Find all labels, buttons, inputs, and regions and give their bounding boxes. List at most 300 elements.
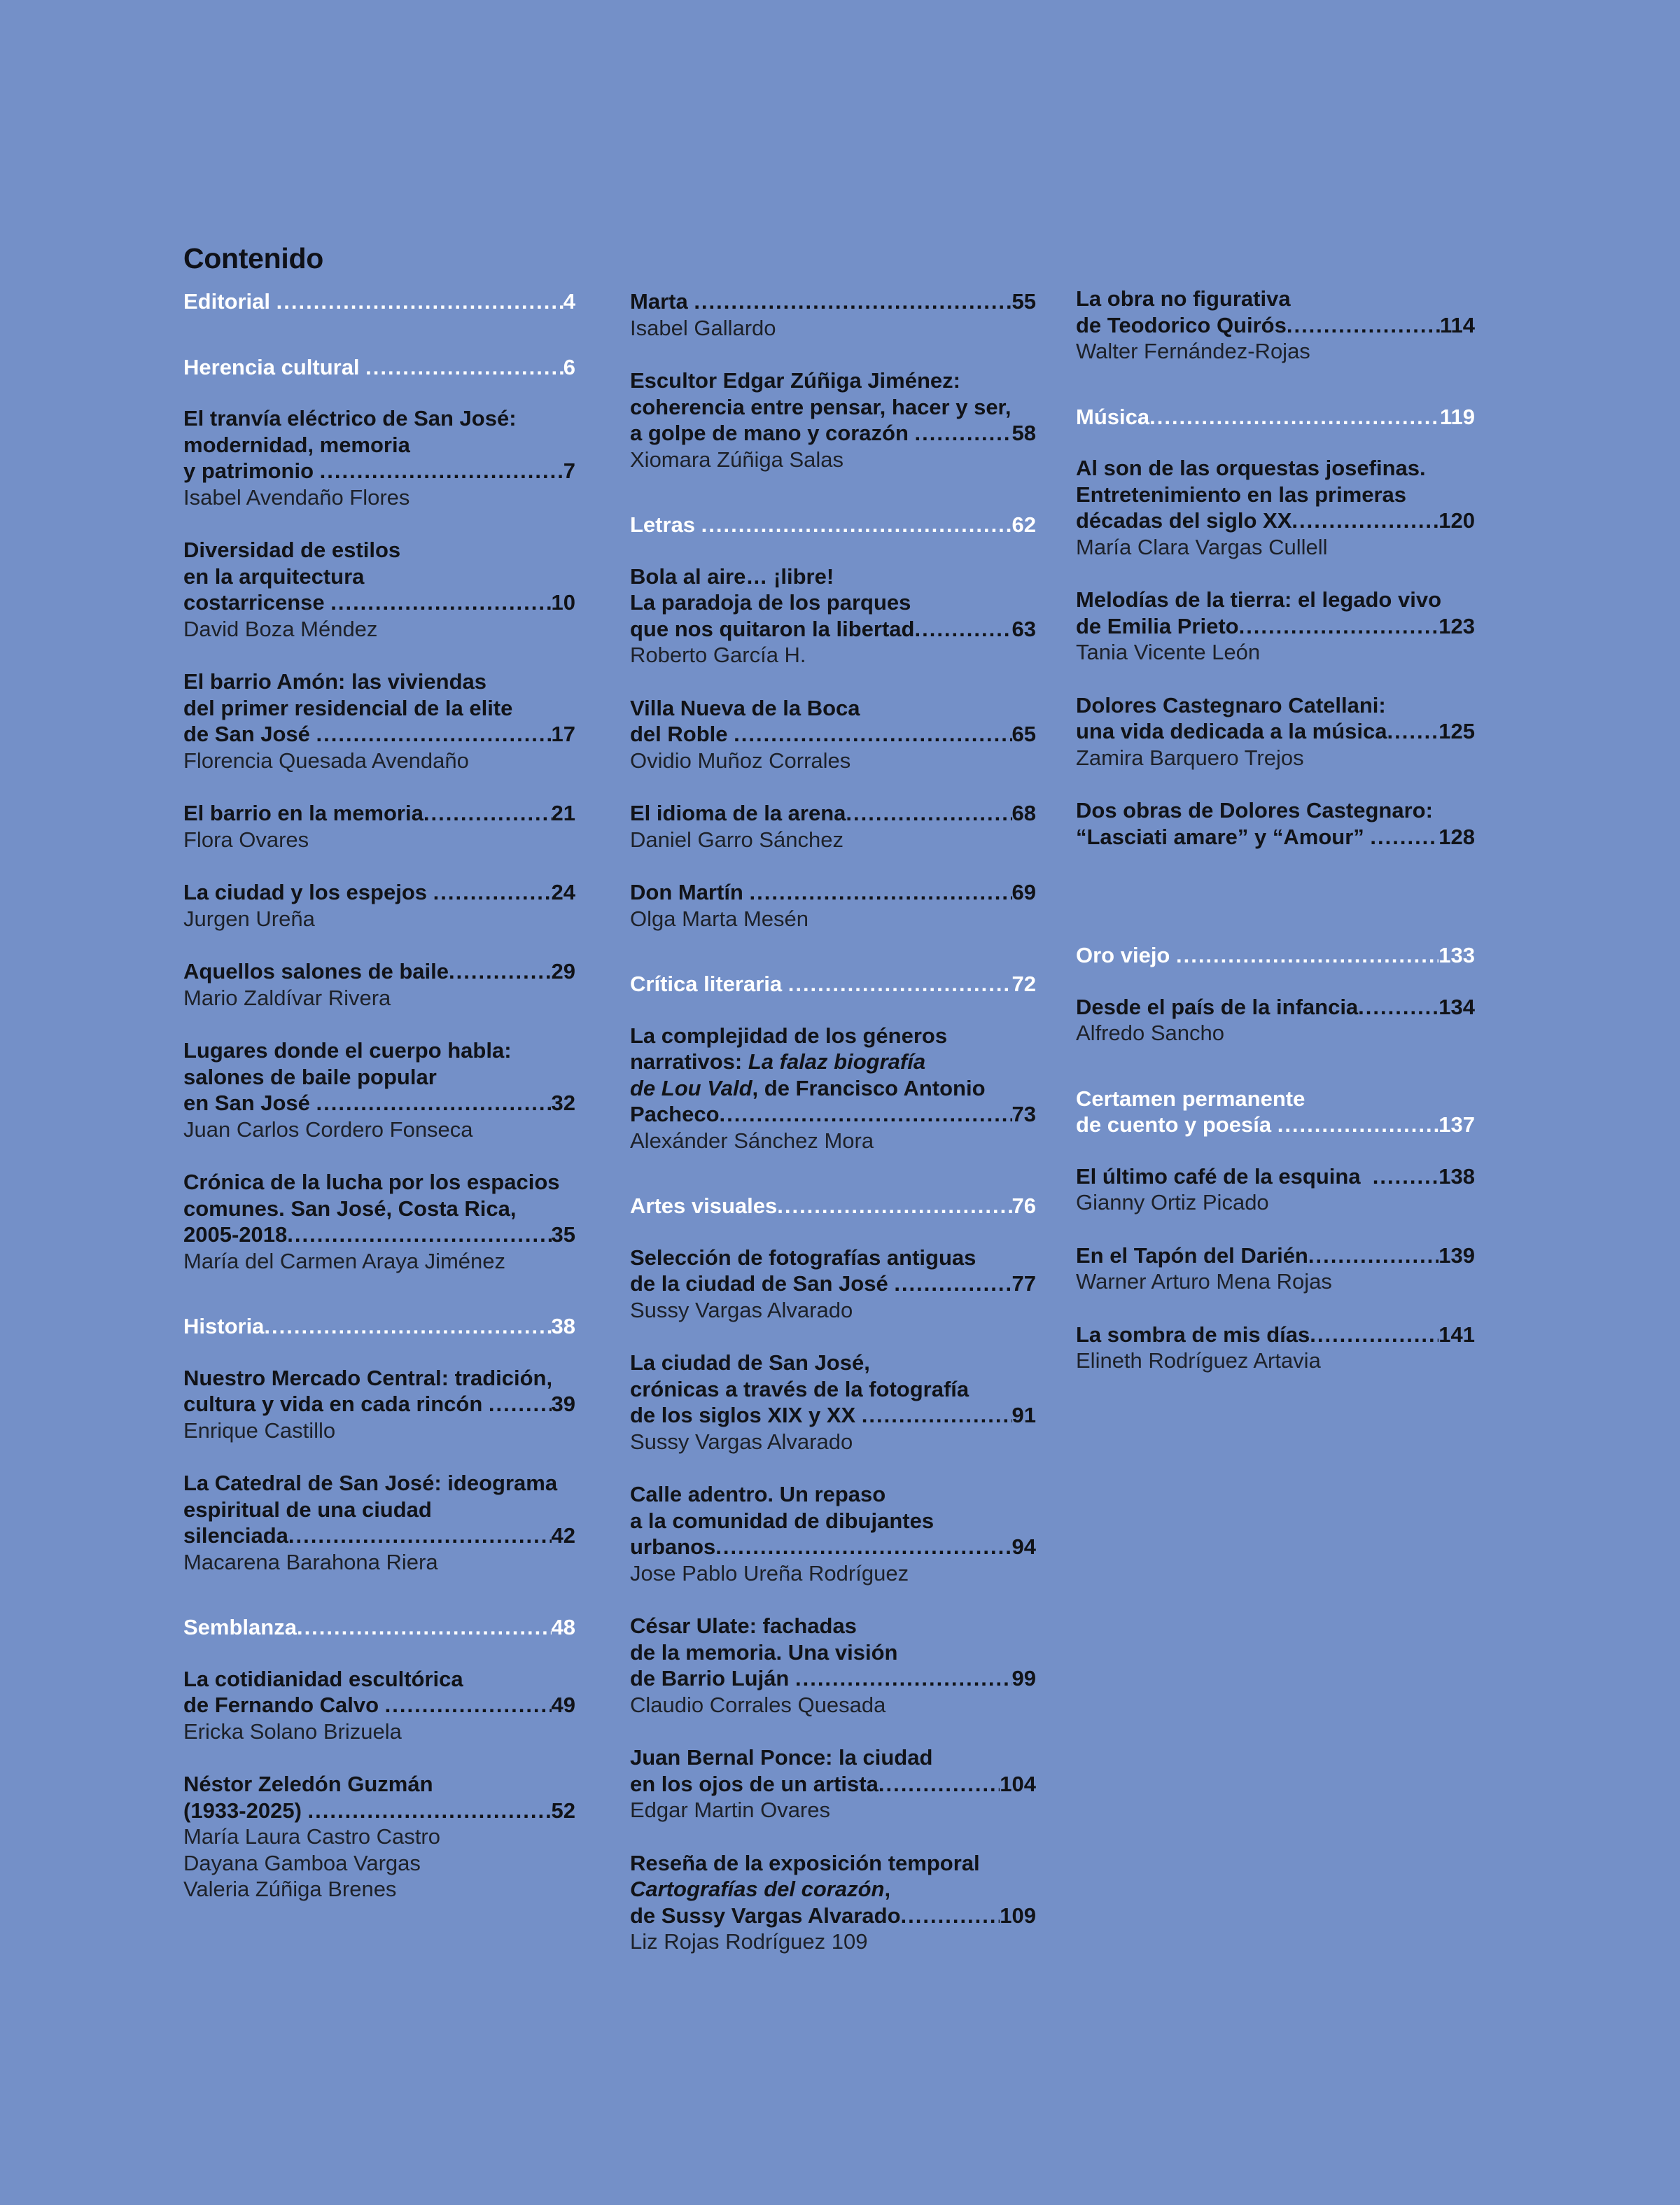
entry-title-line: Lugares donde el cuerpo habla: bbox=[183, 1038, 512, 1063]
dot-leader bbox=[308, 1798, 552, 1824]
entry-title-last-line: a golpe de mano y corazón bbox=[630, 421, 915, 445]
entry-author: Roberto García H. bbox=[630, 643, 806, 667]
toc-entry[interactable] bbox=[183, 800, 575, 853]
entry-title-with-page bbox=[630, 1771, 1036, 1798]
entry-title-last-line: en San José bbox=[183, 1091, 316, 1115]
entry-author: Macarena Barahona Riera bbox=[183, 1549, 438, 1574]
toc-section[interactable] bbox=[1076, 1086, 1475, 1138]
entry-title-last-line: silenciada bbox=[183, 1523, 288, 1548]
entry-author: Elineth Rodríguez Artavia bbox=[1076, 1348, 1321, 1373]
entry-title-last-line: que nos quitaron la libertad bbox=[630, 616, 915, 641]
dot-leader bbox=[297, 1614, 552, 1641]
dot-leader bbox=[846, 800, 1011, 827]
page-number: 77 bbox=[1011, 1271, 1036, 1296]
entry-title-with-page bbox=[630, 1665, 1036, 1692]
title-text: , de Francisco Antonio bbox=[752, 1075, 986, 1100]
entry-title-last-line: En el Tapón del Darién bbox=[1076, 1242, 1308, 1268]
entry-title-with-page bbox=[630, 1903, 1036, 1929]
dot-leader bbox=[1239, 613, 1439, 640]
entry-title-line: del primer residencial de la elite bbox=[183, 695, 513, 720]
entry-author: Ericka Solano Brizuela bbox=[183, 1718, 402, 1744]
dot-leader bbox=[287, 1222, 551, 1248]
entry-title-with-page bbox=[183, 1391, 575, 1418]
toc-section[interactable] bbox=[630, 1193, 1036, 1219]
toc-entry[interactable] bbox=[630, 1850, 1036, 1955]
page-number: 52 bbox=[551, 1798, 575, 1823]
entry-title-with-page bbox=[630, 288, 1036, 315]
page-number: 133 bbox=[1438, 943, 1475, 967]
entry-title-with-page bbox=[183, 879, 575, 906]
page-number: 6 bbox=[563, 354, 575, 379]
entry-title-last-line: de la ciudad de San José bbox=[630, 1271, 895, 1296]
entry-title-with-page bbox=[183, 458, 575, 484]
italic-work-title: de Lou Vald bbox=[630, 1075, 752, 1100]
dot-leader bbox=[433, 879, 552, 906]
title-text: Reseña de la exposición temporal bbox=[630, 1850, 980, 1875]
page-number: 62 bbox=[1011, 512, 1036, 537]
page-number: 69 bbox=[1011, 880, 1036, 904]
entry-author: Claudio Corrales Quesada bbox=[630, 1692, 886, 1717]
entry-author: Tania Vicente León bbox=[1076, 640, 1261, 664]
toc-entry[interactable] bbox=[630, 879, 1036, 932]
entry-title-line: espiritual de una ciudad bbox=[183, 1497, 432, 1522]
page-number: 76 bbox=[1011, 1194, 1036, 1218]
toc-section[interactable] bbox=[1076, 404, 1475, 430]
toc-entry[interactable] bbox=[183, 668, 575, 774]
entry-title-line: crónicas a través de la fotografía bbox=[630, 1376, 969, 1401]
page-number: 55 bbox=[1011, 289, 1036, 314]
entry-title-with-page bbox=[630, 420, 1036, 447]
entry-title-line: Selección de fotografías antiguas bbox=[630, 1245, 976, 1270]
dot-leader bbox=[1278, 1112, 1439, 1138]
entry-author: Jurgen Ureña bbox=[183, 906, 315, 931]
entry-title-with-page bbox=[183, 800, 575, 827]
toc-entry[interactable] bbox=[1076, 455, 1475, 560]
entry-title-with-page bbox=[1076, 1322, 1475, 1348]
entry-title-with-page bbox=[630, 971, 1036, 997]
entry-author: David Boza Méndez bbox=[183, 616, 378, 641]
dot-leader bbox=[862, 1402, 1012, 1429]
entry-title-last-line: y patrimonio bbox=[183, 458, 320, 483]
toc-entry[interactable] bbox=[1076, 1322, 1475, 1374]
toc-entry[interactable] bbox=[1076, 692, 1475, 771]
dot-leader bbox=[1358, 994, 1438, 1021]
dot-leader bbox=[316, 721, 552, 748]
entry-title-with-page bbox=[630, 1534, 1036, 1560]
entry-title-with-page bbox=[1076, 312, 1475, 339]
entry-title-line: Diversidad de estilos bbox=[183, 538, 401, 562]
dot-leader bbox=[788, 971, 1012, 997]
page-number: 141 bbox=[1438, 1322, 1475, 1347]
entry-title-with-page bbox=[1076, 404, 1475, 430]
entry-title-line: a la comunidad de dibujantes bbox=[630, 1508, 934, 1533]
entry-title-line: Calle adentro. Un repaso bbox=[630, 1482, 886, 1506]
entry-title-last-line: El último café de la esquina bbox=[1076, 1163, 1373, 1189]
entry-author: Isabel Avendaño Flores bbox=[183, 484, 410, 510]
entry-title-with-page bbox=[183, 1090, 575, 1116]
entry-title-last-line: El barrio en la memoria bbox=[183, 801, 424, 825]
entry-author: Xiomara Zúñiga Salas bbox=[630, 447, 844, 472]
page-number: 65 bbox=[1011, 722, 1036, 746]
entry-title-with-page bbox=[630, 721, 1036, 748]
page-number: 128 bbox=[1438, 824, 1475, 849]
entry-title-last-line: Desde el país de la infancia bbox=[1076, 994, 1359, 1019]
toc-entry[interactable] bbox=[630, 1613, 1036, 1718]
toc-entry[interactable] bbox=[183, 1666, 575, 1745]
entry-author: Warner Arturo Mena Rojas bbox=[1076, 1269, 1332, 1294]
page-number: 139 bbox=[1438, 1242, 1475, 1268]
entry-title-last-line: (1933-2025) bbox=[183, 1798, 308, 1823]
page-number: 138 bbox=[1438, 1163, 1475, 1189]
entry-title-last-line: una vida dedicada a la música bbox=[1076, 719, 1387, 743]
entry-author: Jose Pablo Ureña Rodríguez bbox=[630, 1560, 909, 1586]
dot-leader bbox=[385, 1692, 552, 1718]
entry-title-last-line: décadas del siglo XX bbox=[1076, 508, 1292, 533]
entry-title-last-line: Oro viejo bbox=[1076, 943, 1176, 967]
toc-entry[interactable] bbox=[1076, 994, 1475, 1046]
entry-title-with-page bbox=[183, 288, 575, 315]
toc-entry[interactable] bbox=[1076, 286, 1475, 365]
dot-leader bbox=[1308, 1242, 1438, 1269]
toc-entry[interactable] bbox=[1076, 797, 1475, 850]
entry-author: Flora Ovares bbox=[183, 827, 309, 852]
entry-title-with-page bbox=[630, 1270, 1036, 1297]
entry-title-with-page bbox=[183, 354, 575, 381]
entry-author: María Laura Castro Castro bbox=[183, 1824, 440, 1849]
entry-author: Isabel Gallardo bbox=[630, 315, 776, 340]
entry-author: Walter Fernández-Rojas bbox=[1076, 339, 1310, 363]
entry-author: Ovidio Muñoz Corrales bbox=[630, 748, 851, 773]
entry-title-last-line: cultura y vida en cada rincón bbox=[183, 1392, 489, 1416]
entry-title-with-page bbox=[1076, 1242, 1475, 1269]
page-number: 24 bbox=[551, 880, 575, 904]
page-number: 134 bbox=[1438, 994, 1475, 1019]
toc-entry[interactable] bbox=[630, 1245, 1036, 1324]
toc-entry[interactable] bbox=[1076, 1242, 1475, 1295]
entry-title-with-page bbox=[1076, 1112, 1475, 1138]
entry-title-last-line: urbanos bbox=[630, 1534, 716, 1559]
toc-entry[interactable] bbox=[630, 800, 1036, 853]
page-number: 123 bbox=[1438, 613, 1475, 638]
entry-author: Sussy Vargas Alvarado bbox=[630, 1429, 853, 1454]
entry-author: Gianny Ortiz Picado bbox=[1076, 1190, 1269, 1214]
toc-entry[interactable] bbox=[630, 564, 1036, 668]
entry-title-last-line: La sombra de mis días bbox=[1076, 1322, 1310, 1347]
toc-entry[interactable] bbox=[183, 537, 575, 642]
toc-entry[interactable] bbox=[183, 879, 575, 932]
entry-author: María Clara Vargas Cullell bbox=[1076, 534, 1328, 559]
entry-title-last-line: Artes visuales bbox=[630, 1194, 778, 1218]
entry-title-line: modernidad, memoria bbox=[183, 432, 410, 457]
entry-title-with-page bbox=[630, 800, 1036, 827]
italic-work-title: La falaz biografía bbox=[748, 1049, 926, 1074]
dot-leader bbox=[316, 1090, 552, 1116]
entry-title-line: César Ulate: fachadas bbox=[630, 1614, 857, 1638]
toc-entry[interactable] bbox=[183, 1037, 575, 1142]
entry-title-with-page bbox=[1076, 942, 1475, 969]
page-number: 119 bbox=[1439, 404, 1475, 429]
toc-entry[interactable] bbox=[630, 1481, 1036, 1586]
entry-title-with-page bbox=[1076, 718, 1475, 745]
dot-leader bbox=[795, 1665, 1012, 1692]
toc-entry[interactable] bbox=[183, 1771, 575, 1903]
dot-leader bbox=[894, 1270, 1011, 1297]
entry-title-line: Nuestro Mercado Central: tradición, bbox=[183, 1365, 553, 1390]
entry-title-line: Al son de las orquestas josefinas. bbox=[1076, 456, 1426, 480]
entry-title-line: Juan Bernal Ponce: la ciudad bbox=[630, 1745, 933, 1770]
entry-title-last-line: La ciudad y los espejos bbox=[183, 880, 433, 904]
entry-title-last-line: de Teodorico Quirós bbox=[1076, 312, 1287, 337]
entry-title-last-line: costarricense bbox=[183, 590, 331, 615]
dot-leader bbox=[914, 616, 1011, 643]
entry-title-with-page bbox=[183, 1222, 575, 1248]
entry-title-last-line: de San José bbox=[183, 722, 316, 746]
page-number: 91 bbox=[1011, 1403, 1036, 1427]
dot-leader bbox=[1387, 718, 1439, 745]
entry-title-with-page bbox=[183, 1313, 575, 1340]
entry-title-with-page bbox=[630, 879, 1036, 906]
toc-entry[interactable] bbox=[183, 1470, 575, 1575]
toc-section[interactable] bbox=[183, 288, 575, 315]
entry-title-line: de la memoria. Una visión bbox=[630, 1639, 898, 1665]
entry-title-line: Néstor Zeledón Guzmán bbox=[183, 1772, 433, 1796]
entry-title-with-page bbox=[183, 1692, 575, 1718]
entry-title-with-page bbox=[630, 1101, 1036, 1128]
entry-title-last-line: Semblanza bbox=[183, 1615, 297, 1639]
page-number: 35 bbox=[551, 1222, 575, 1247]
entry-author: Edgar Martin Ovares bbox=[630, 1798, 830, 1822]
entry-title-line: Dolores Castegnaro Catellani: bbox=[1076, 692, 1386, 718]
dot-leader bbox=[701, 512, 1012, 538]
entry-title-line: La ciudad de San José, bbox=[630, 1350, 870, 1375]
page-number: 39 bbox=[551, 1392, 575, 1416]
dot-leader bbox=[1287, 312, 1440, 339]
page-number: 4 bbox=[563, 289, 575, 314]
entry-title-with-page bbox=[1076, 613, 1475, 640]
entry-title-line: El barrio Amón: las viviendas bbox=[183, 669, 486, 694]
dot-leader bbox=[777, 1193, 1011, 1219]
entry-title-with-page bbox=[183, 589, 575, 616]
entry-title-line bbox=[630, 1023, 1036, 1049]
entry-title-with-page bbox=[1076, 1163, 1475, 1190]
dot-leader bbox=[1176, 942, 1438, 969]
dot-leader bbox=[750, 879, 1012, 906]
dot-leader bbox=[276, 288, 564, 315]
entry-title-last-line: Aquellos salones de baile bbox=[183, 959, 449, 983]
entry-title-line: salones de baile popular bbox=[183, 1064, 437, 1089]
title-text: , bbox=[884, 1877, 891, 1901]
entry-title-with-page bbox=[1076, 824, 1475, 850]
entry-title-with-page bbox=[630, 512, 1036, 538]
page-number: 29 bbox=[551, 959, 575, 983]
entry-title-last-line: de Fernando Calvo bbox=[183, 1693, 385, 1717]
entry-title-line: comunes. San José, Costa Rica, bbox=[183, 1196, 517, 1221]
entry-title-last-line: 2005-2018 bbox=[183, 1222, 288, 1247]
entry-title-line: Escultor Edgar Zúñiga Jiménez: bbox=[630, 368, 960, 393]
entry-author: María del Carmen Araya Jiménez bbox=[183, 1248, 506, 1273]
entry-title-last-line: Música bbox=[1076, 404, 1150, 429]
entry-title-line: Crónica de la lucha por los espacios bbox=[183, 1170, 560, 1194]
toc-entry[interactable] bbox=[630, 288, 1036, 341]
dot-leader bbox=[365, 354, 564, 381]
page-number: 137 bbox=[1438, 1112, 1475, 1137]
entry-author: Sussy Vargas Alvarado bbox=[630, 1297, 853, 1322]
page-number: 94 bbox=[1011, 1534, 1036, 1559]
toc-section[interactable] bbox=[630, 971, 1036, 997]
dot-leader bbox=[715, 1534, 1011, 1560]
title-text: La complejidad de los géneros bbox=[630, 1023, 948, 1048]
dot-leader bbox=[1373, 1163, 1438, 1190]
page-number: 63 bbox=[1011, 616, 1036, 641]
toc-entry[interactable] bbox=[183, 1365, 575, 1444]
entry-title-line: La paradoja de los parques bbox=[630, 590, 911, 615]
page-number: 104 bbox=[1000, 1771, 1036, 1796]
page-number: 48 bbox=[551, 1615, 575, 1639]
dot-leader bbox=[320, 458, 564, 484]
dot-leader bbox=[330, 589, 551, 616]
entry-author: Alexánder Sánchez Mora bbox=[630, 1128, 874, 1153]
entry-title-line: La obra no figurativa bbox=[1076, 286, 1291, 311]
entry-author: Daniel Garro Sánchez bbox=[630, 827, 844, 852]
entry-title-line: Melodías de la tierra: el legado vivo bbox=[1076, 587, 1442, 612]
page-number: 109 bbox=[1000, 1903, 1036, 1928]
italic-work-title: Cartografías del corazón bbox=[630, 1877, 885, 1901]
entry-title-line bbox=[630, 1075, 1036, 1102]
entry-author: Valeria Zúñiga Brenes bbox=[183, 1877, 397, 1901]
page-number: 99 bbox=[1011, 1666, 1036, 1690]
toc-section[interactable] bbox=[183, 354, 575, 381]
dot-leader bbox=[1370, 824, 1438, 850]
page-number: 21 bbox=[551, 801, 575, 825]
page-title: Contenido bbox=[183, 242, 323, 274]
entry-title-last-line: Don Martín bbox=[630, 880, 750, 904]
entry-title-with-page bbox=[1076, 994, 1475, 1021]
toc-entry[interactable] bbox=[630, 1744, 1036, 1823]
entry-title-last-line: “Lasciati amare” y “Amour” bbox=[1076, 824, 1371, 849]
page-number: 49 bbox=[551, 1693, 575, 1717]
toc-entry[interactable] bbox=[1076, 1163, 1475, 1216]
page-number: 7 bbox=[563, 458, 575, 483]
entry-title-with-page bbox=[183, 1522, 575, 1549]
dot-leader bbox=[901, 1903, 1000, 1929]
entry-title-with-page bbox=[630, 1193, 1036, 1219]
entry-title-with-page bbox=[1076, 507, 1475, 534]
entry-title-line: Villa Nueva de la Boca bbox=[630, 695, 860, 720]
entry-title-last-line: Editorial bbox=[183, 289, 276, 314]
dot-leader bbox=[734, 721, 1011, 748]
toc-column-1 bbox=[183, 288, 575, 1903]
toc-entry[interactable] bbox=[630, 695, 1036, 774]
entry-title-last-line: de cuento y poesía bbox=[1076, 1112, 1278, 1137]
entry-title-line bbox=[630, 1049, 1036, 1075]
toc-section[interactable] bbox=[1076, 942, 1475, 969]
entry-author: Mario Zaldívar Rivera bbox=[183, 985, 391, 1010]
toc-entry[interactable] bbox=[630, 1350, 1036, 1455]
toc-entry[interactable] bbox=[1076, 587, 1475, 666]
toc-entry[interactable] bbox=[630, 368, 1036, 472]
toc-column-3 bbox=[1076, 288, 1475, 1374]
entry-title-with-page bbox=[183, 721, 575, 748]
entry-title-with-page bbox=[630, 616, 1036, 643]
page-number: 10 bbox=[551, 590, 575, 615]
toc-column-2 bbox=[630, 288, 1036, 1955]
entry-title-last-line: Historia bbox=[183, 1314, 265, 1338]
entry-title-line: Entretenimiento en las primeras bbox=[1076, 482, 1407, 507]
page-number: 73 bbox=[1011, 1102, 1036, 1126]
entry-title-last-line: El idioma de la arena bbox=[630, 801, 846, 825]
dot-leader bbox=[878, 1771, 1000, 1798]
entry-title-with-page bbox=[630, 1402, 1036, 1429]
entry-title-last-line: de Sussy Vargas Alvarado bbox=[630, 1903, 901, 1928]
entry-title-line: Certamen permanente bbox=[1076, 1086, 1306, 1111]
dot-leader bbox=[449, 958, 552, 985]
entry-author: Zamira Barquero Trejos bbox=[1076, 745, 1304, 770]
entry-title-last-line: de Barrio Luján bbox=[630, 1666, 795, 1690]
page-number: 42 bbox=[551, 1523, 575, 1548]
page-number: 38 bbox=[551, 1314, 575, 1338]
entry-title-line: El tranvía eléctrico de San José: bbox=[183, 406, 517, 430]
entry-title-line: Bola al aire… ¡libre! bbox=[630, 564, 834, 589]
dot-leader bbox=[424, 800, 552, 827]
dot-leader bbox=[694, 288, 1011, 315]
page-number: 114 bbox=[1439, 312, 1475, 337]
entry-author: Olga Marta Mesén bbox=[630, 906, 808, 931]
entry-author: Alfredo Sancho bbox=[1076, 1021, 1224, 1045]
dot-leader bbox=[1292, 507, 1438, 534]
entry-author: Liz Rojas Rodríguez 109 bbox=[630, 1929, 868, 1954]
page-number: 125 bbox=[1438, 719, 1475, 743]
dot-leader bbox=[1310, 1322, 1438, 1348]
toc-section[interactable] bbox=[183, 1614, 575, 1641]
entry-title-line bbox=[630, 1850, 1036, 1877]
dot-leader bbox=[1149, 404, 1440, 430]
entry-title-last-line: de Emilia Prieto bbox=[1076, 613, 1239, 638]
dot-leader bbox=[489, 1391, 552, 1418]
dot-leader bbox=[915, 420, 1012, 447]
entry-title-last-line: del Roble bbox=[630, 722, 734, 746]
toc-section[interactable] bbox=[630, 512, 1036, 538]
entry-title-with-page bbox=[183, 958, 575, 985]
entry-title-last-line: Marta bbox=[630, 289, 694, 314]
dot-leader bbox=[264, 1313, 551, 1340]
entry-title-line: Dos obras de Dolores Castegnaro: bbox=[1076, 798, 1433, 822]
entry-title-line: coherencia entre pensar, hacer y ser, bbox=[630, 394, 1011, 419]
entry-title-last-line: Crítica literaria bbox=[630, 972, 788, 996]
page-number: 17 bbox=[551, 722, 575, 746]
title-text: narrativos: bbox=[630, 1049, 748, 1074]
toc-entry[interactable] bbox=[183, 1169, 575, 1274]
page-number: 68 bbox=[1011, 801, 1036, 825]
toc-entry[interactable] bbox=[630, 1023, 1036, 1154]
page-number: 72 bbox=[1011, 972, 1036, 996]
page-number: 120 bbox=[1438, 508, 1475, 533]
dot-leader bbox=[720, 1101, 1012, 1128]
toc-section[interactable] bbox=[183, 1313, 575, 1340]
entry-title-line: La cotidianidad escultórica bbox=[183, 1666, 463, 1691]
dot-leader bbox=[288, 1522, 552, 1549]
entry-author: Enrique Castillo bbox=[183, 1418, 336, 1443]
entry-title-line: La Catedral de San José: ideograma bbox=[183, 1471, 558, 1495]
entry-title-last-line: Pacheco bbox=[630, 1102, 720, 1126]
entry-title-last-line: en los ojos de un artista bbox=[630, 1771, 878, 1796]
toc-entry[interactable] bbox=[183, 958, 575, 1011]
entry-title-with-page bbox=[183, 1798, 575, 1824]
page-number: 32 bbox=[551, 1091, 575, 1115]
toc-entry[interactable] bbox=[183, 405, 575, 510]
entry-author: Juan Carlos Cordero Fonseca bbox=[183, 1116, 473, 1142]
entry-title-last-line: de los siglos XIX y XX bbox=[630, 1403, 862, 1427]
entry-title-with-page bbox=[183, 1614, 575, 1641]
